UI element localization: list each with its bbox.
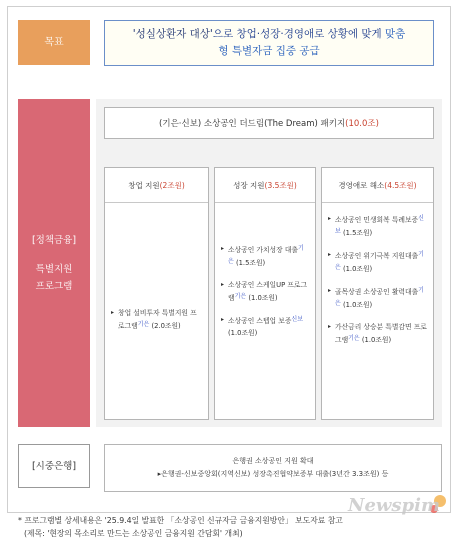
program-tag: 기은 (335, 251, 424, 271)
program-item (328, 213, 427, 239)
footnote-line2: (제목: '현장의 목소리로 만드는 소상공인 금융지원 간담회' 개최) (24, 529, 243, 538)
package-box (104, 107, 434, 139)
program-item (111, 307, 202, 332)
bank-support-box (104, 444, 442, 492)
program-tag: 기은 (234, 293, 247, 300)
column-amount: (2조원) (159, 180, 185, 190)
goal-rest: 으로 창업·성장·경영애로 상황에 맞게 (212, 28, 385, 40)
goal-label-text: 목표 (44, 37, 64, 48)
program-name: 소상공인 가치성장 대출 (228, 246, 298, 254)
program-amount: (1.0조원) (246, 294, 278, 302)
triangle-bullet-icon: ▸ (111, 309, 115, 316)
program-name: 소상공인 위기극복 지원대출 (335, 252, 419, 260)
column-header (215, 168, 315, 203)
bank-label-text: [시중은행] (31, 460, 77, 472)
policy-label (18, 99, 90, 427)
program-tag: 기은 (335, 287, 424, 307)
goal-label (18, 20, 90, 65)
triangle-bullet-icon: ▸ (328, 287, 332, 294)
program-item (221, 279, 309, 304)
column-header (322, 168, 433, 203)
triangle-bullet-icon: ▸ (328, 323, 332, 330)
column-title: 성장 지원 (233, 180, 265, 190)
triangle-bullet-icon: ▸ (328, 251, 332, 258)
package-text: (기은·신보) 소상공인 더드림(The Dream) 패키지 (159, 119, 346, 129)
program-amount: (1.0조원) (340, 301, 373, 309)
program-amount: (1.0조원) (359, 336, 392, 344)
program-item (328, 321, 427, 346)
bank-line2: ▸은행권-신보중앙회(지역신보) 성장촉진협약보증부 대출(3년간 3.3조원) 등 (157, 470, 389, 478)
program-name: 소상공인 스텝업 보증 (228, 317, 292, 325)
program-item (221, 243, 309, 269)
program-tag: 기은 (137, 321, 150, 328)
triangle-bullet-icon: ▸ (221, 316, 225, 323)
bank-line1: 은행권 소상공인 지원 확대 (232, 457, 314, 465)
column-title: 경영애로 해소 (338, 180, 385, 190)
watermark-text: Newspim (348, 495, 441, 516)
policy-label-line3: 프로그램 (35, 280, 73, 292)
column-amount: (4.5조원) (384, 180, 417, 190)
triangle-bullet-icon: ▸ (221, 245, 225, 252)
goal-highlight: 맞춤 (385, 28, 406, 40)
program-item (221, 314, 309, 339)
bank-label (18, 444, 90, 488)
program-name: 골목상권 소상공인 활력대출 (335, 288, 419, 296)
program-tag: 신보 (335, 215, 424, 235)
column-title: 창업 지원 (128, 180, 160, 190)
goal-line2: 형 특별자금 집중 공급 (218, 45, 320, 57)
program-tag: 기은 (348, 335, 360, 342)
program-amount: (1.5조원) (233, 259, 266, 267)
program-tag: 신보 (291, 316, 304, 323)
program-name: 소상공인 스케일UP 프로그램 (228, 281, 308, 302)
goal-quoted: '성실상환자 대상' (132, 28, 213, 40)
triangle-bullet-icon: ▸ (221, 281, 225, 288)
policy-label-line1: [정책금융] (31, 234, 77, 246)
program-name: 소상공인 민생회복 특례보증 (335, 216, 419, 224)
newspim-watermark-logo (346, 489, 454, 519)
policy-label-line2: 특별지원 (35, 263, 73, 275)
program-name: 창업 설비투자 특별지원 프로그램 (118, 309, 197, 330)
column-header (105, 168, 208, 203)
footnote-line1: * 프로그램별 상세내용은 '25.9.4일 발표한 「소상공인 신규자금 금융지원방안」 보도자료 참고 (18, 516, 343, 525)
column-management-relief (321, 167, 434, 420)
program-name: 가산금리 상승분 특별감면 프로그램 (335, 323, 427, 344)
column-growth (214, 167, 316, 420)
column-startup (104, 167, 209, 420)
program-amount: (1.0조원) (228, 329, 258, 337)
goal-statement (104, 20, 434, 66)
program-amount: (2.0조원) (149, 322, 181, 330)
package-amount: (10.0조) (345, 119, 379, 129)
column-amount: (3.5조원) (264, 180, 297, 190)
program-item (328, 249, 427, 275)
program-amount: (1.5조원) (340, 229, 373, 237)
program-tag: 기은 (228, 245, 304, 265)
program-amount: (1.0조원) (340, 265, 373, 273)
program-item (328, 285, 427, 311)
triangle-bullet-icon: ▸ (328, 215, 332, 222)
